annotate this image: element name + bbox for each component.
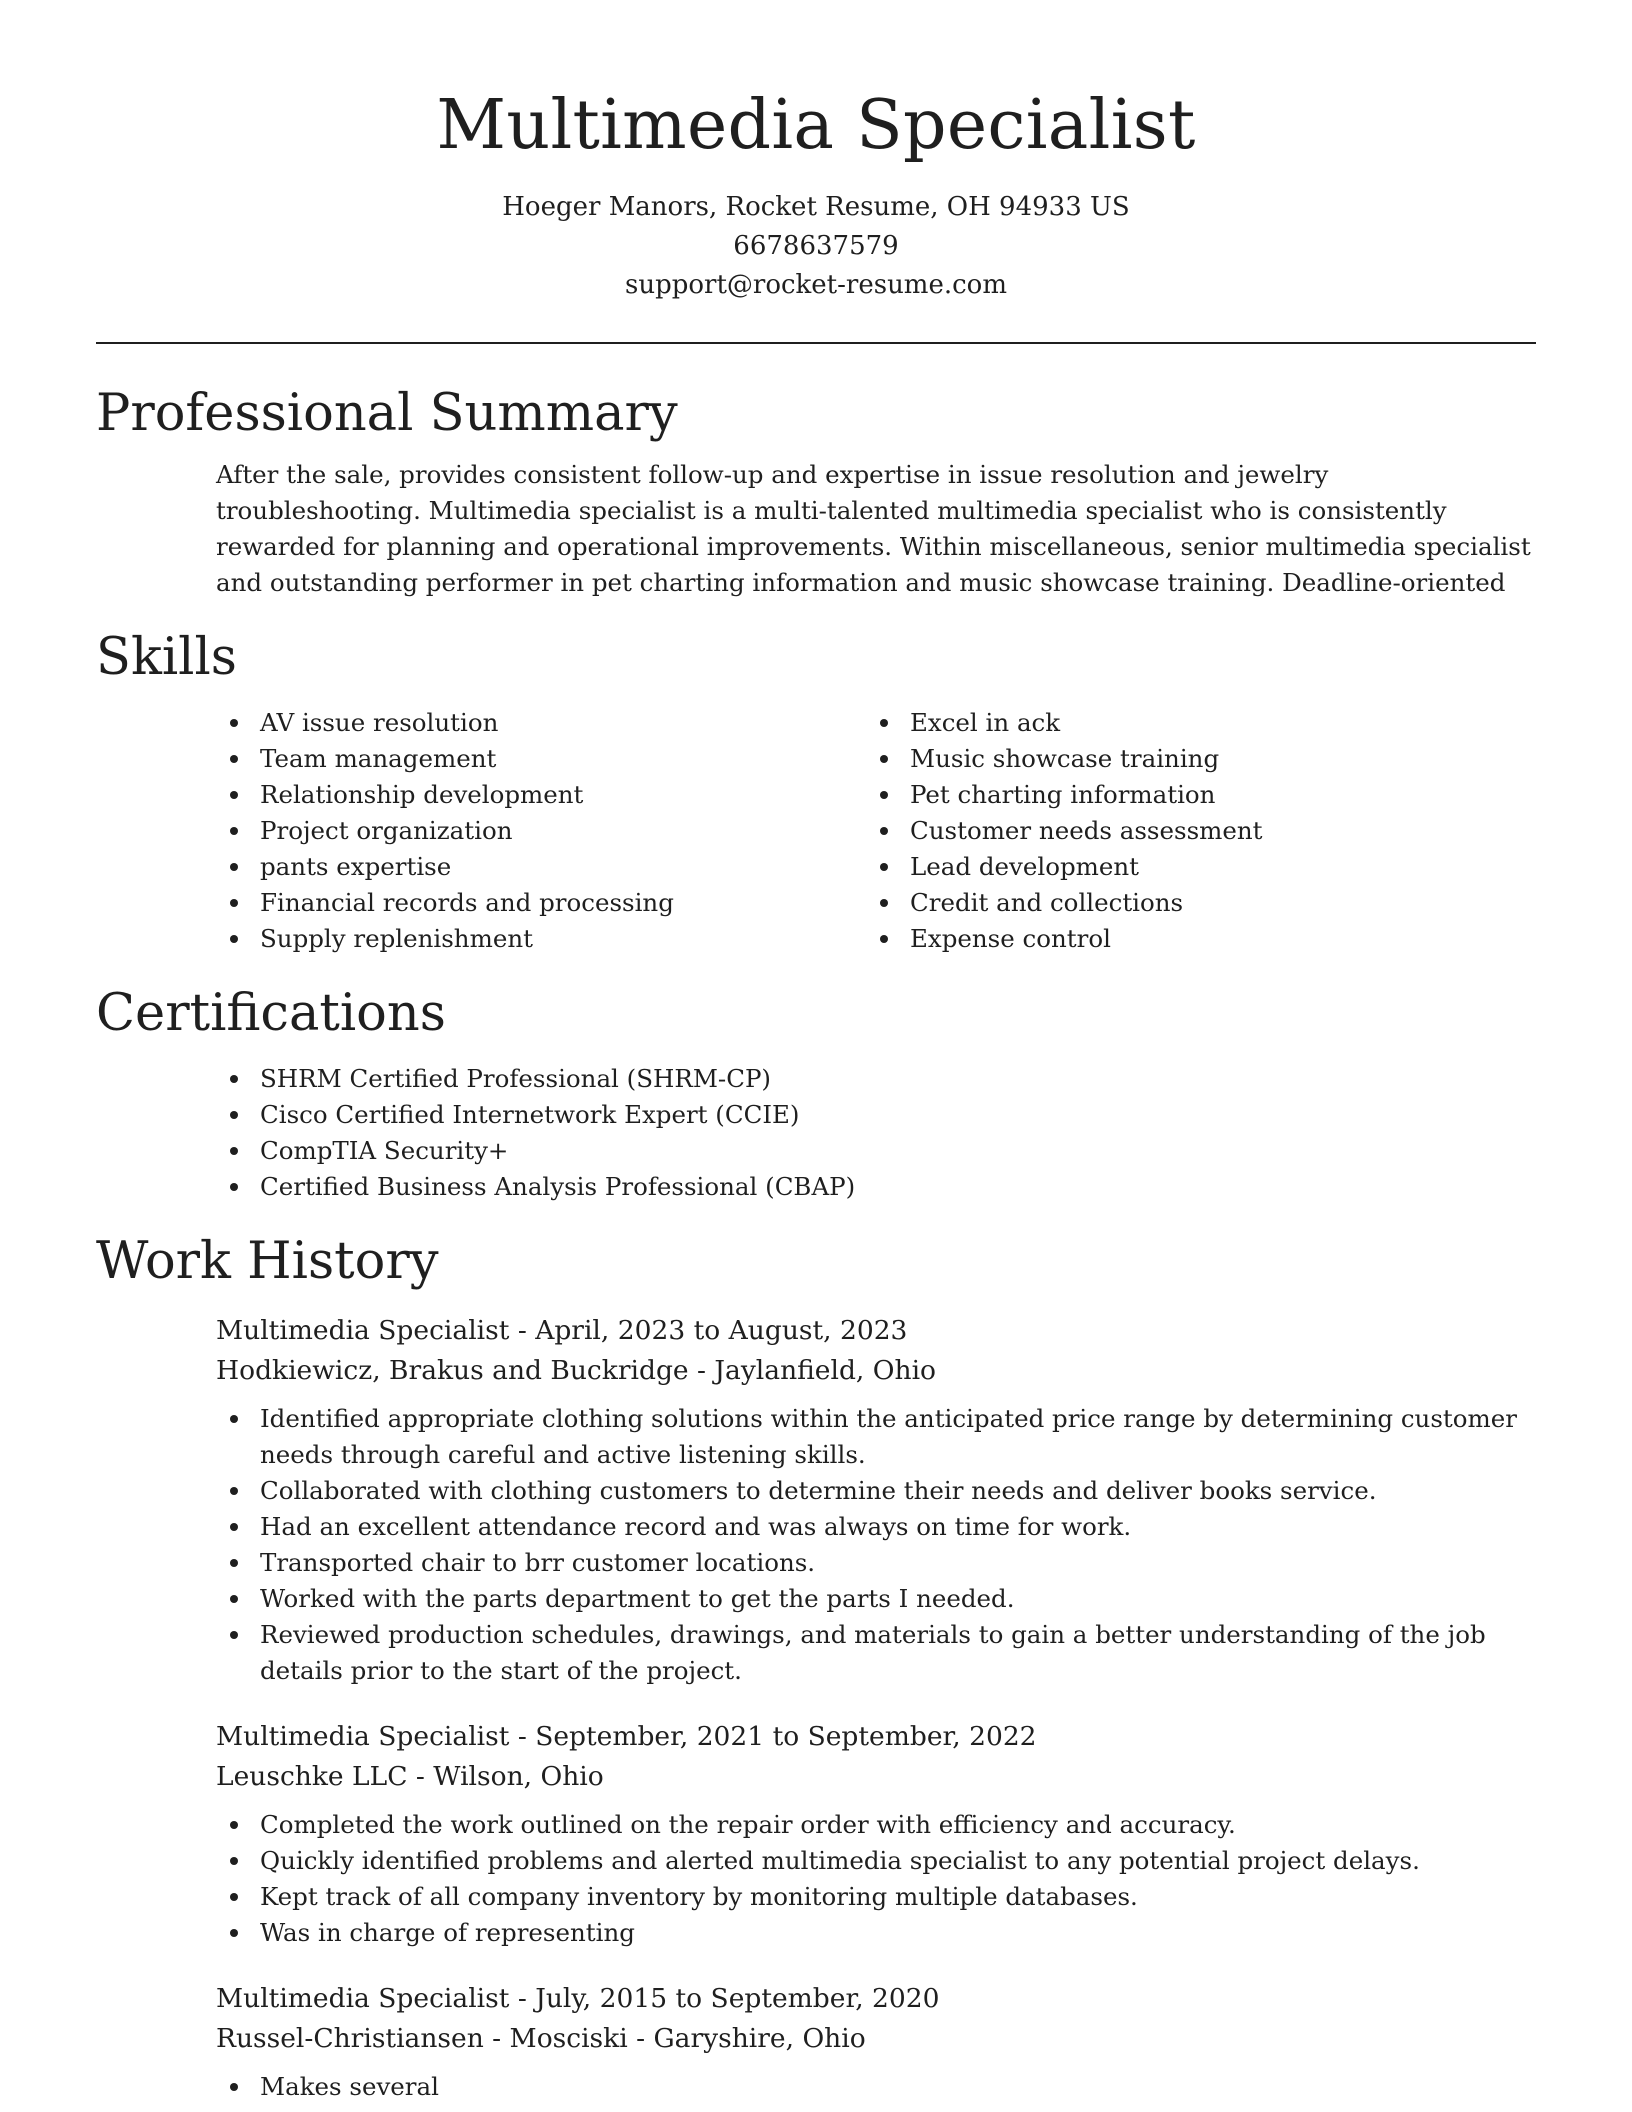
work-history-heading: Work History <box>96 1232 439 1291</box>
skill-item: Excel in ack <box>866 705 1536 741</box>
skills-grid <box>216 705 1536 957</box>
job-position: Multimedia Specialist <box>216 1721 510 1752</box>
skills-column-left <box>216 705 866 957</box>
job-duty: Completed the work outlined on the repair order with efficiency and accuracy. <box>216 1807 1536 1843</box>
certifications-list <box>216 1061 1536 1205</box>
skill-item: Team management <box>216 741 866 777</box>
skill-item: Customer needs assessment <box>866 813 1536 849</box>
summary-section <box>96 377 1536 601</box>
job-location: - Wilson, Ohio <box>407 1761 604 1792</box>
work-history-section <box>96 1225 1536 2105</box>
skills-heading: Skills <box>96 628 237 687</box>
header-divider <box>96 342 1536 344</box>
skill-item: Supply replenishment <box>216 921 866 957</box>
skill-item: Pet charting information <box>866 777 1536 813</box>
certification-item: Certified Business Analysis Professional (CBAP) <box>216 1169 1536 1205</box>
skill-item: Expense control <box>866 921 1536 957</box>
email-text: support@rocket-resume.com <box>624 270 1007 300</box>
job-entry <box>216 1311 1536 1689</box>
job-dates: - April, 2023 to August, 2023 <box>509 1315 908 1346</box>
job-duty: Reviewed production schedules, drawings, and materials to gain a better understanding of the job details prior to the start of the project. <box>216 1617 1536 1689</box>
job-entry <box>216 1717 1536 1951</box>
job-company: Russel-Christiansen - Mosciski <box>216 2023 628 2054</box>
resume-header <box>96 78 1536 305</box>
phone-text: 6678637579 <box>733 231 899 261</box>
job-duty: Collaborated with clothing customers to determine their needs and deliver books service. <box>216 1473 1536 1509</box>
skills-section <box>96 621 1536 957</box>
job-position: Multimedia Specialist <box>216 1315 510 1346</box>
job-duty: Had an excellent attendance record and was always on time for work. <box>216 1509 1536 1545</box>
job-location: - Garyshire, Ohio <box>627 2023 866 2054</box>
job-duty: Was in charge of representing <box>216 1915 1536 1951</box>
job-duty: Makes several <box>216 2069 1536 2105</box>
contact-info <box>96 188 1536 305</box>
candidate-name: Multimedia Specialist <box>436 86 1196 165</box>
job-entry <box>216 1979 1536 2105</box>
resume-body <box>96 377 1536 2105</box>
job-duties-list <box>216 1401 1536 1689</box>
skill-item: pants expertise <box>216 849 866 885</box>
skill-item: AV issue resolution <box>216 705 866 741</box>
job-duties-list <box>216 1807 1536 1951</box>
summary-text: After the sale, provides consistent follow-up and expertise in issue resolution and jewelry troubleshooting. Multimedia specialist is a multi-talented multimedia specialist who is consistently rewarded for planning and operational improvements. Within miscellaneous, senior multimedia specialist and outstanding performer in pet charting information and music showcase training. Deadline-oriented <box>216 460 1531 597</box>
job-company: Hodkiewicz, Brakus and Buckridge <box>216 1355 689 1386</box>
certifications-section <box>96 977 1536 1205</box>
job-duty: Worked with the parts department to get the parts I needed. <box>216 1581 1536 1617</box>
job-duty: Transported chair to brr customer locations. <box>216 1545 1536 1581</box>
certification-item: Cisco Certified Internetwork Expert (CCIE) <box>216 1097 1536 1133</box>
skill-item: Financial records and processing <box>216 885 866 921</box>
job-title-line <box>216 1979 1536 2019</box>
skill-item: Lead development <box>866 849 1536 885</box>
certification-item: SHRM Certified Professional (SHRM-CP) <box>216 1061 1536 1097</box>
skills-column-right <box>866 705 1536 957</box>
address-text: Hoeger Manors, Rocket Resume, OH 94933 US <box>502 192 1130 222</box>
job-position: Multimedia Specialist <box>216 1983 510 2014</box>
job-duty: Quickly identified problems and alerted multimedia specialist to any potential project delays. <box>216 1843 1536 1879</box>
job-company-line <box>216 1757 1536 1797</box>
job-duty: Kept track of all company inventory by monitoring multiple databases. <box>216 1879 1536 1915</box>
job-dates: - July, 2015 to September, 2020 <box>509 1983 940 2014</box>
job-duty: Identified appropriate clothing solutions within the anticipated price range by determining customer needs through careful and active listening skills. <box>216 1401 1536 1473</box>
certifications-heading: Certifications <box>96 984 446 1043</box>
job-location: - Jaylanfield, Ohio <box>688 1355 936 1386</box>
skill-item: Credit and collections <box>866 885 1536 921</box>
job-company: Leuschke LLC <box>216 1761 408 1792</box>
job-dates: - September, 2021 to September, 2022 <box>509 1721 1037 1752</box>
skill-item: Project organization <box>216 813 866 849</box>
summary-heading: Professional Summary <box>96 384 678 443</box>
job-title-line <box>216 1311 1536 1351</box>
job-duties-list <box>216 2069 1536 2105</box>
certification-item: CompTIA Security+ <box>216 1133 1536 1169</box>
job-company-line <box>216 2019 1536 2059</box>
skill-item: Relationship development <box>216 777 866 813</box>
skill-item: Music showcase training <box>866 741 1536 777</box>
job-company-line <box>216 1351 1536 1391</box>
job-title-line <box>216 1717 1536 1757</box>
